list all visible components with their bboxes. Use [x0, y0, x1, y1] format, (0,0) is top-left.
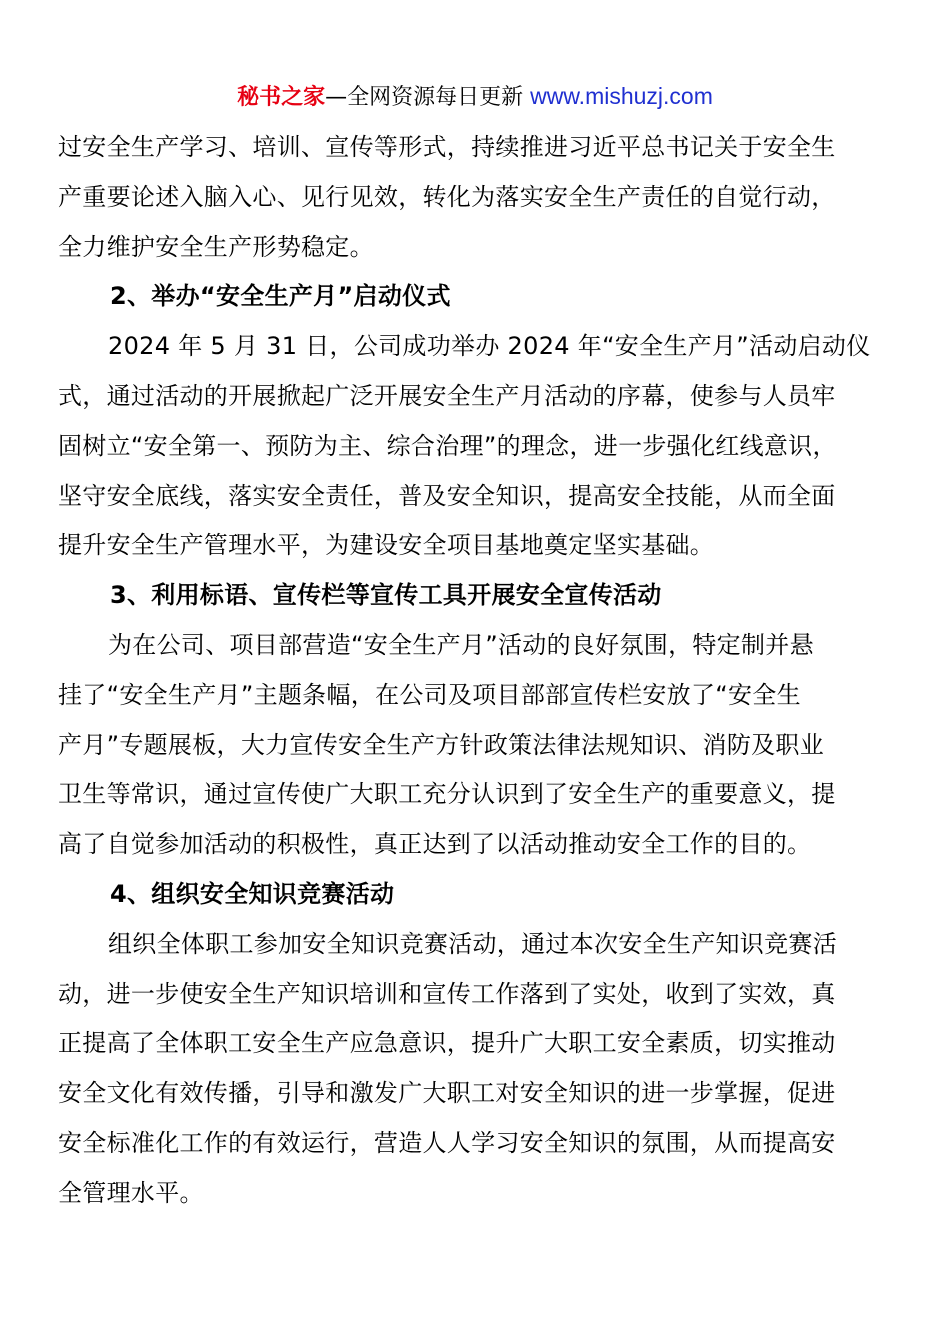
paragraph-line: 挂了“安全生产月”主题条幅，在公司及项目部部宣传栏安放了“安全生	[58, 680, 801, 709]
paragraph-line: 产重要论述入脑入心、见行见效，转化为落实安全生产责任的自觉行动，	[58, 182, 836, 211]
header-tagline: —全网资源每日更新	[325, 85, 524, 110]
site-url-link[interactable]: www.mishuzj.com	[530, 83, 713, 109]
section-4-paragraph	[58, 920, 888, 1219]
section-3-paragraph	[58, 621, 888, 870]
paragraph-line: 全力维护安全生产形势稳定。	[58, 232, 374, 261]
document-body	[58, 123, 888, 1219]
site-header	[0, 80, 950, 114]
section-2-paragraph	[58, 322, 888, 571]
paragraph-line: 过安全生产学习、培训、宣传等形式，持续推进习近平总书记关于安全生	[58, 133, 836, 161]
paragraph-line: 2024 年 5 月 31 日，公司成功举办 2024 年“安全生产月”活动启动仪	[108, 332, 871, 361]
intro-paragraph	[58, 123, 888, 272]
paragraph-line: 提升安全生产管理水平，为建设安全项目基地奠定坚实基础。	[58, 531, 715, 560]
section-heading-3: 3、利用标语、宣传栏等宣传工具开展安全宣传活动	[110, 581, 662, 610]
section-heading-2: 2、举办“安全生产月”启动仪式	[110, 282, 451, 311]
paragraph-line: 固树立“安全第一、预防为主、综合治理”的理念，进一步强化红线意识，	[58, 431, 837, 460]
brand-name: 秘书之家	[237, 85, 326, 110]
paragraph-line: 正提高了全体职工安全生产应急意识，提升广大职工安全素质，切实推动	[58, 1029, 836, 1058]
paragraph-line: 高了自觉参加活动的积极性，真正达到了以活动推动安全工作的目的。	[58, 830, 812, 859]
paragraph-line: 组织全体职工参加安全知识竞赛活动，通过本次安全生产知识竞赛活	[108, 929, 837, 958]
paragraph-line: 全管理水平。	[58, 1178, 204, 1207]
paragraph-line: 卫生等常识，通过宣传使广大职工充分认识到了安全生产的重要意义，提	[58, 780, 836, 809]
paragraph-line: 安全标准化工作的有效运行，营造人人学习安全知识的氛围，从而提高安	[58, 1128, 836, 1157]
paragraph-line: 式，通过活动的开展掀起广泛开展安全生产月活动的序幕，使参与人员牢	[58, 381, 836, 410]
paragraph-line: 产月”专题展板，大力宣传安全生产方针政策法律法规知识、消防及职业	[58, 730, 825, 759]
paragraph-line: 坚守安全底线，落实安全责任，普及安全知识，提高安全技能，从而全面	[58, 481, 836, 510]
paragraph-line: 安全文化有效传播，引导和激发广大职工对安全知识的进一步掌握，促进	[58, 1079, 836, 1108]
paragraph-line: 动，进一步使安全生产知识培训和宣传工作落到了实处，收到了实效，真	[58, 979, 836, 1008]
paragraph-line: 为在公司、项目部营造“安全生产月”活动的良好氛围，特定制并悬	[108, 630, 814, 659]
section-heading-4: 4、组织安全知识竞赛活动	[110, 879, 395, 908]
